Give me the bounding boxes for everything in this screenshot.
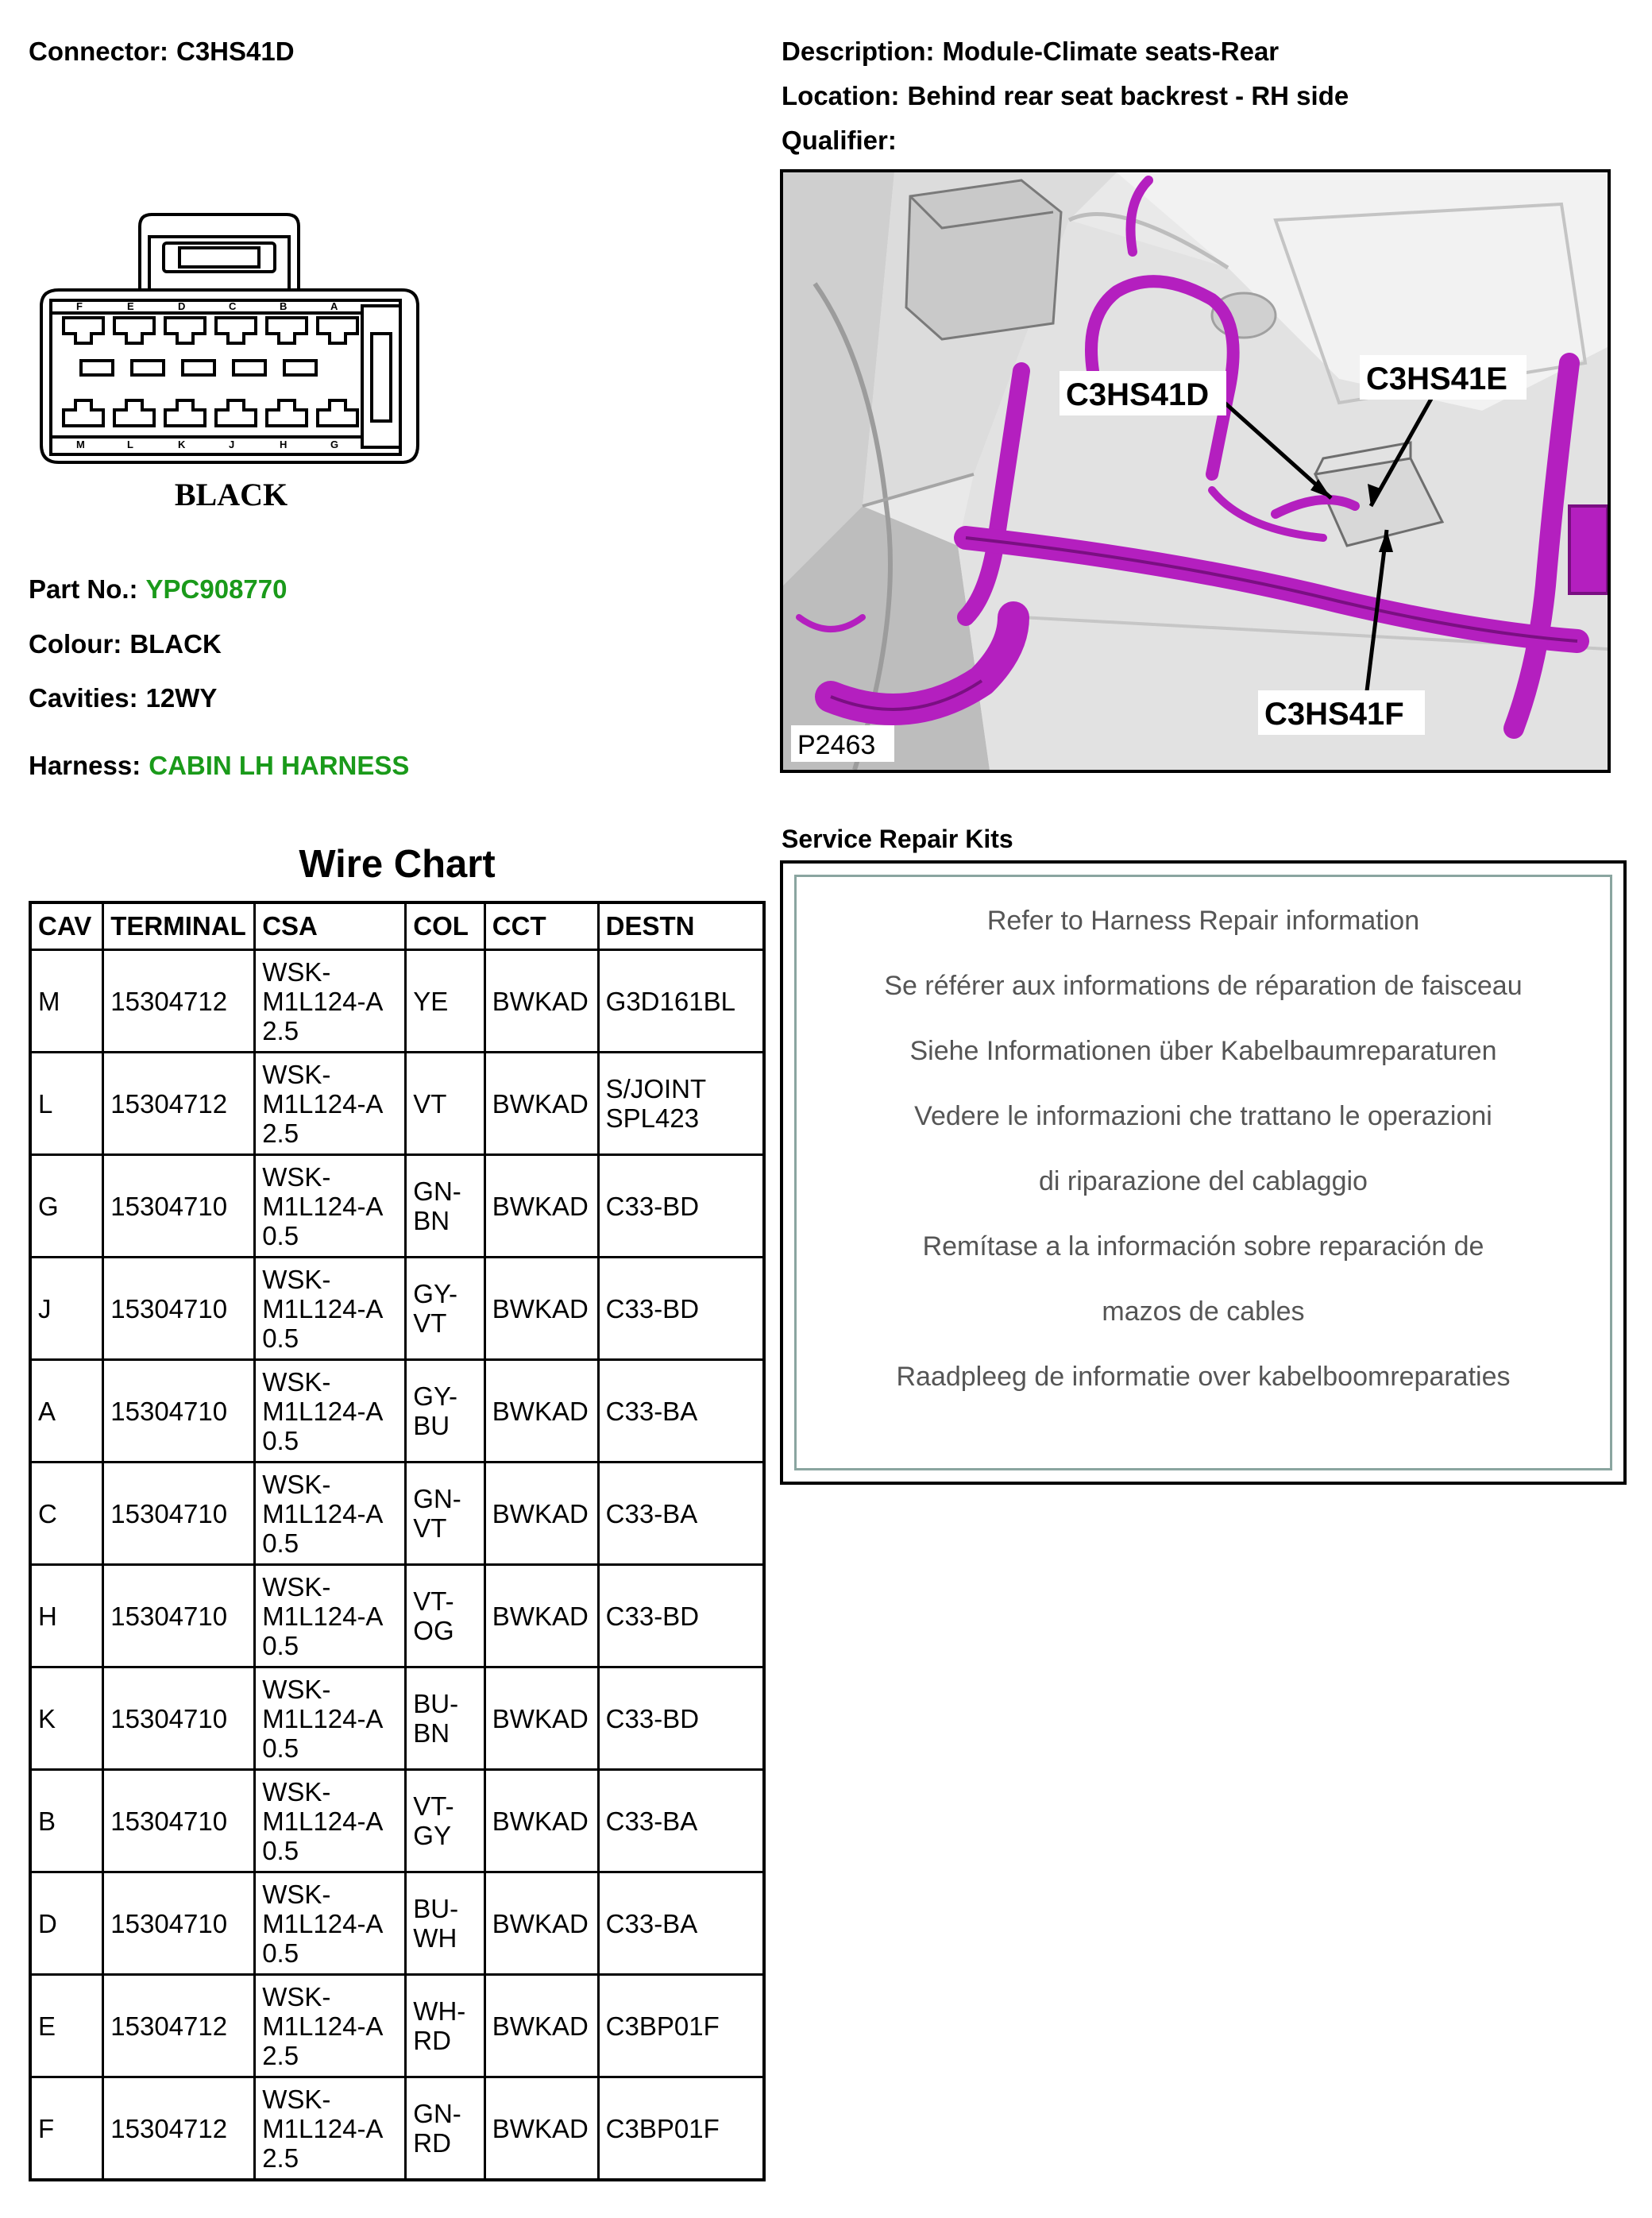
cell-cct-line: BWKAD xyxy=(492,2011,589,2041)
cell-cct xyxy=(484,1258,598,1360)
cell-csa xyxy=(255,1770,406,1872)
cell-csa-line: M1L124-A xyxy=(262,1191,384,1221)
connector-face-diagram xyxy=(29,207,434,524)
cell-cct-line: BWKAD xyxy=(492,1396,589,1426)
wire-chart-header-row xyxy=(30,902,764,950)
pin-label-B: B xyxy=(280,300,288,312)
service-repair-title: Service Repair Kits xyxy=(782,825,1013,853)
cell-col-line: OG xyxy=(413,1616,454,1645)
cell-csa xyxy=(255,2077,406,2181)
cell-cav xyxy=(30,1258,103,1360)
cell-col xyxy=(406,1872,485,1975)
cell-csa-line: 0.5 xyxy=(262,1938,299,1968)
cell-terminal xyxy=(103,1770,255,1872)
table-row xyxy=(30,1258,764,1360)
cell-cav xyxy=(30,1360,103,1463)
cell-col-line: VT xyxy=(413,1088,447,1119)
cell-cav xyxy=(30,1872,103,1975)
cavities-field xyxy=(29,683,217,713)
location-image xyxy=(780,169,1611,773)
cell-destn-line: G3D161BL xyxy=(605,986,735,1016)
qualifier-label: Qualifier: xyxy=(782,126,897,155)
cell-destn xyxy=(598,950,764,1053)
cell-csa-line: WSK- xyxy=(262,1776,331,1806)
cell-cct-line: BWKAD xyxy=(492,1908,589,1938)
cell-col-line: GY xyxy=(413,1821,451,1850)
header-csa: CSA xyxy=(255,902,406,950)
cell-destn-line: SPL423 xyxy=(605,1103,700,1133)
cell-col xyxy=(406,1155,485,1258)
pin-label-M: M xyxy=(76,439,85,450)
cell-destn-line: C3BP01F xyxy=(605,2113,720,2143)
cell-col xyxy=(406,1053,485,1155)
callout-c3hs41f: C3HS41F xyxy=(1264,697,1404,732)
cavities-value: 12WY xyxy=(145,683,218,713)
pin-label-C: C xyxy=(229,300,237,312)
cell-csa xyxy=(255,1667,406,1770)
cell-terminal-line: 15304710 xyxy=(110,1396,228,1426)
cell-col xyxy=(406,1360,485,1463)
picture-id: P2463 xyxy=(797,730,876,760)
pin-label-G: G xyxy=(330,439,339,450)
cell-col-line: RD xyxy=(413,2128,451,2158)
cell-csa xyxy=(255,1975,406,2077)
harness-link[interactable]: CABIN LH HARNESS xyxy=(149,751,410,780)
connector-colour-label: BLACK xyxy=(174,477,288,512)
table-row xyxy=(30,950,764,1053)
repair-line-it-2: di riparazione del cablaggio xyxy=(1039,1166,1368,1196)
cell-terminal xyxy=(103,2077,255,2181)
cell-col-line: BN xyxy=(413,1718,450,1748)
cell-csa-line: M1L124-A xyxy=(262,2113,384,2143)
cell-col-line: BN xyxy=(413,1206,450,1235)
cell-csa xyxy=(255,1463,406,1565)
cell-cct-line: BWKAD xyxy=(492,2113,589,2143)
service-repair-box xyxy=(780,860,1627,1485)
cell-cav-line: J xyxy=(38,1293,52,1323)
cell-terminal xyxy=(103,1872,255,1975)
cell-cct xyxy=(484,1872,598,1975)
cell-terminal-line: 15304712 xyxy=(110,1088,228,1119)
cell-csa-line: 2.5 xyxy=(262,2143,299,2173)
cell-csa-line: WSK- xyxy=(262,1674,331,1704)
cell-csa-line: WSK- xyxy=(262,1879,331,1909)
cell-destn-line: C33-BA xyxy=(605,1498,698,1528)
repair-line-it-1: Vedere le informazioni che trattano le operazioni xyxy=(914,1101,1492,1131)
cell-cav xyxy=(30,1975,103,2077)
cell-csa-line: WSK- xyxy=(262,1469,331,1499)
table-row xyxy=(30,1667,764,1770)
bottom-cavity-row xyxy=(64,400,357,426)
cell-terminal xyxy=(103,1565,255,1667)
cell-cav xyxy=(30,2077,103,2181)
cell-terminal-line: 15304710 xyxy=(110,1806,228,1836)
repair-line-nl: Raadpleeg de informatie over kabelboomreparaties xyxy=(896,1362,1511,1392)
pin-label-L: L xyxy=(127,439,133,450)
cell-destn xyxy=(598,1258,764,1360)
connector-value: C3HS41D xyxy=(176,37,295,66)
harness-field xyxy=(29,751,409,781)
callout-c3hs41d: C3HS41D xyxy=(1066,377,1210,412)
cell-csa-line: M1L124-A xyxy=(262,1806,384,1836)
cell-col-line: BU xyxy=(413,1411,450,1440)
cell-csa-line: M1L124-A xyxy=(262,1908,384,1938)
cell-cct-line: BWKAD xyxy=(492,1703,589,1733)
cell-csa-line: M1L124-A xyxy=(262,1396,384,1426)
cell-csa-line: M1L124-A xyxy=(262,2011,384,2041)
cell-cct-line: BWKAD xyxy=(492,1293,589,1323)
cell-csa-line: WSK- xyxy=(262,2084,331,2114)
cell-cav xyxy=(30,1667,103,1770)
cell-destn xyxy=(598,1053,764,1155)
cell-cav-line: D xyxy=(38,1908,57,1938)
cell-col-line: GN- xyxy=(413,1177,461,1206)
cell-cct-line: BWKAD xyxy=(492,1088,589,1119)
cell-csa xyxy=(255,1053,406,1155)
table-row xyxy=(30,1770,764,1872)
repair-line-es-2: mazos de cables xyxy=(1102,1296,1305,1327)
top-cavity-row xyxy=(64,318,357,343)
cell-csa-line: 0.5 xyxy=(262,1733,299,1763)
cell-csa-line: 2.5 xyxy=(262,1015,299,1045)
pin-label-E: E xyxy=(127,300,134,312)
cell-terminal xyxy=(103,1975,255,2077)
cell-terminal-line: 15304710 xyxy=(110,1498,228,1528)
location-illustration xyxy=(783,172,1608,770)
cell-destn xyxy=(598,1975,764,2077)
cell-terminal-line: 15304710 xyxy=(110,1191,228,1221)
cell-csa-line: M1L124-A xyxy=(262,1601,384,1631)
cell-cct xyxy=(484,1360,598,1463)
cell-csa xyxy=(255,950,406,1053)
pin-label-H: H xyxy=(280,439,288,450)
cell-terminal-line: 15304710 xyxy=(110,1703,228,1733)
cell-terminal xyxy=(103,1360,255,1463)
cell-col xyxy=(406,1463,485,1565)
cell-cav-line: H xyxy=(38,1601,57,1631)
cell-csa-line: M1L124-A xyxy=(262,1703,384,1733)
cell-terminal-line: 15304712 xyxy=(110,2011,228,2041)
cell-cav-line: M xyxy=(38,986,60,1016)
cell-csa-line: WSK- xyxy=(262,956,331,987)
pin-label-J: J xyxy=(229,439,235,450)
cell-cav-line: G xyxy=(38,1191,59,1221)
cell-cav xyxy=(30,950,103,1053)
cell-csa-line: WSK- xyxy=(262,1366,331,1397)
table-row xyxy=(30,2077,764,2181)
cell-cct xyxy=(484,1667,598,1770)
cell-destn xyxy=(598,1667,764,1770)
header-destn: DESTN xyxy=(598,902,764,950)
service-repair-inner xyxy=(794,875,1612,1470)
cell-col xyxy=(406,1975,485,2077)
cell-terminal xyxy=(103,1155,255,1258)
cell-csa-line: 0.5 xyxy=(262,1425,299,1455)
pin-label-D: D xyxy=(178,300,186,312)
cell-cct-line: BWKAD xyxy=(492,1498,589,1528)
table-row xyxy=(30,1155,764,1258)
cell-csa-line: 0.5 xyxy=(262,1220,299,1250)
location-value: Behind rear seat backrest - RH side xyxy=(907,81,1349,110)
cell-col xyxy=(406,1770,485,1872)
cell-terminal-line: 15304710 xyxy=(110,1601,228,1631)
table-row xyxy=(30,1872,764,1975)
cell-cav-line: B xyxy=(38,1806,56,1836)
cell-cct xyxy=(484,1975,598,2077)
repair-line-en: Refer to Harness Repair information xyxy=(986,906,1420,936)
cell-csa-line: WSK- xyxy=(262,1161,331,1192)
cell-destn-line: C33-BD xyxy=(605,1191,700,1221)
header-cav: CAV xyxy=(30,902,103,950)
cell-csa-line: WSK- xyxy=(262,1264,331,1294)
connector-field xyxy=(29,37,295,67)
cell-destn xyxy=(598,1565,764,1667)
cell-col-line: BU- xyxy=(413,1894,459,1923)
cell-terminal xyxy=(103,1463,255,1565)
cell-destn-line: C3BP01F xyxy=(605,2011,720,2041)
cell-col xyxy=(406,1667,485,1770)
location-field xyxy=(782,81,1349,111)
cell-destn-line: C33-BD xyxy=(605,1601,700,1631)
cell-cav-line: E xyxy=(38,2011,56,2041)
cell-terminal-line: 15304712 xyxy=(110,2113,228,2143)
pin-label-F: F xyxy=(76,300,83,312)
cell-terminal-line: 15304710 xyxy=(110,1908,228,1938)
cell-cav-line: K xyxy=(38,1703,56,1733)
cell-cav-line: A xyxy=(38,1396,56,1426)
cell-cct-line: BWKAD xyxy=(492,1191,589,1221)
cell-destn xyxy=(598,1770,764,1872)
pin-label-A: A xyxy=(330,300,338,312)
cell-col-line: GN- xyxy=(413,2099,461,2128)
table-row xyxy=(30,1565,764,1667)
cell-destn-line: C33-BA xyxy=(605,1908,698,1938)
cell-csa-line: 0.5 xyxy=(262,1630,299,1660)
table-row xyxy=(30,1975,764,2077)
cell-destn-line: C33-BD xyxy=(605,1293,700,1323)
cavities-label: Cavities: xyxy=(29,683,138,713)
cell-csa-line: M1L124-A xyxy=(262,1498,384,1528)
callout-c3hs41e: C3HS41E xyxy=(1366,361,1507,396)
cell-csa-line: 0.5 xyxy=(262,1323,299,1353)
cell-col-line: YE xyxy=(413,986,449,1016)
qualifier-field xyxy=(782,126,905,156)
cell-col-line: GY- xyxy=(413,1279,457,1308)
cell-col-line: WH- xyxy=(413,1996,466,2026)
wire-chart-table xyxy=(29,901,766,2181)
cell-col-line: VT- xyxy=(413,1791,454,1821)
cell-csa xyxy=(255,1155,406,1258)
cell-col xyxy=(406,950,485,1053)
cell-col-line: WH xyxy=(413,1923,457,1953)
cell-col xyxy=(406,1565,485,1667)
cell-terminal xyxy=(103,1053,255,1155)
cell-cct xyxy=(484,1565,598,1667)
cell-destn xyxy=(598,1360,764,1463)
cell-cav xyxy=(30,1463,103,1565)
cell-col-line: VT xyxy=(413,1513,447,1543)
cell-cav-line: C xyxy=(38,1498,57,1528)
cell-destn xyxy=(598,2077,764,2181)
cell-destn xyxy=(598,1872,764,1975)
cell-cct-line: BWKAD xyxy=(492,1806,589,1836)
part-no-field xyxy=(29,574,288,605)
header-cct: CCT xyxy=(484,902,598,950)
repair-line-de: Siehe Informationen über Kabelbaumreparaturen xyxy=(909,1036,1497,1066)
cell-cct xyxy=(484,1053,598,1155)
cell-cct xyxy=(484,1463,598,1565)
wire-chart-title: Wire Chart xyxy=(299,843,496,886)
cell-destn xyxy=(598,1155,764,1258)
cell-terminal xyxy=(103,1667,255,1770)
cell-cav xyxy=(30,1770,103,1872)
cell-col-line: BU- xyxy=(413,1689,459,1718)
cell-cct xyxy=(484,1770,598,1872)
table-row xyxy=(30,1463,764,1565)
cell-col-line: RD xyxy=(413,2026,451,2055)
cell-csa-line: 2.5 xyxy=(262,1118,299,1148)
cell-col-line: VT xyxy=(413,1308,447,1338)
cell-terminal xyxy=(103,950,255,1053)
cell-terminal-line: 15304712 xyxy=(110,986,228,1016)
cell-csa-line: WSK- xyxy=(262,1059,331,1089)
cell-col-line: GN- xyxy=(413,1484,461,1513)
connector-label: Connector: xyxy=(29,37,168,66)
cell-csa-line: M1L124-A xyxy=(262,986,384,1016)
cell-csa-line: M1L124-A xyxy=(262,1088,384,1119)
cell-terminal-line: 15304710 xyxy=(110,1293,228,1323)
cell-cct-line: BWKAD xyxy=(492,1601,589,1631)
cell-terminal xyxy=(103,1258,255,1360)
description-label: Description: xyxy=(782,37,935,66)
cell-cav-line: L xyxy=(38,1088,53,1119)
harness-label: Harness: xyxy=(29,751,141,780)
cell-destn-line: C33-BA xyxy=(605,1806,698,1836)
cell-csa-line: 0.5 xyxy=(262,1528,299,1558)
cell-col xyxy=(406,1258,485,1360)
cell-cct xyxy=(484,2077,598,2181)
cell-cav xyxy=(30,1565,103,1667)
cell-cav-line: F xyxy=(38,2113,55,2143)
cell-col-line: GY- xyxy=(413,1381,457,1411)
colour-label: Colour: xyxy=(29,629,122,659)
cell-destn xyxy=(598,1463,764,1565)
cell-cct xyxy=(484,950,598,1053)
cell-col xyxy=(406,2077,485,2181)
cell-csa-line: WSK- xyxy=(262,1571,331,1602)
description-field xyxy=(782,37,1279,67)
description-value: Module-Climate seats-Rear xyxy=(942,37,1280,66)
repair-line-fr: Se référer aux informations de réparation de faisceau xyxy=(884,971,1523,1001)
colour-value: BLACK xyxy=(129,629,222,659)
cell-destn-line: C33-BA xyxy=(605,1396,698,1426)
cell-cav xyxy=(30,1053,103,1155)
cell-csa-line: M1L124-A xyxy=(262,1293,384,1323)
header-col: COL xyxy=(406,902,485,950)
repair-line-es-1: Remítase a la información sobre reparación de xyxy=(922,1231,1484,1262)
cell-col-line: VT- xyxy=(413,1586,454,1616)
colour-field xyxy=(29,629,222,659)
cell-csa xyxy=(255,1258,406,1360)
header-terminal: TERMINAL xyxy=(103,902,255,950)
part-no-link[interactable]: YPC908770 xyxy=(145,574,288,604)
part-no-label: Part No.: xyxy=(29,574,138,604)
cell-destn-line: S/JOINT xyxy=(605,1074,707,1103)
cell-csa-line: WSK- xyxy=(262,1981,331,2011)
cell-cav xyxy=(30,1155,103,1258)
cell-csa xyxy=(255,1872,406,1975)
pin-label-K: K xyxy=(178,439,186,450)
cell-csa-line: 2.5 xyxy=(262,2040,299,2070)
cell-csa-line: 0.5 xyxy=(262,1835,299,1865)
table-row xyxy=(30,1360,764,1463)
cell-cct xyxy=(484,1155,598,1258)
cell-csa xyxy=(255,1565,406,1667)
location-label: Location: xyxy=(782,81,900,110)
table-row xyxy=(30,1053,764,1155)
cell-cct-line: BWKAD xyxy=(492,986,589,1016)
cell-destn-line: C33-BD xyxy=(605,1703,700,1733)
cell-csa xyxy=(255,1360,406,1463)
